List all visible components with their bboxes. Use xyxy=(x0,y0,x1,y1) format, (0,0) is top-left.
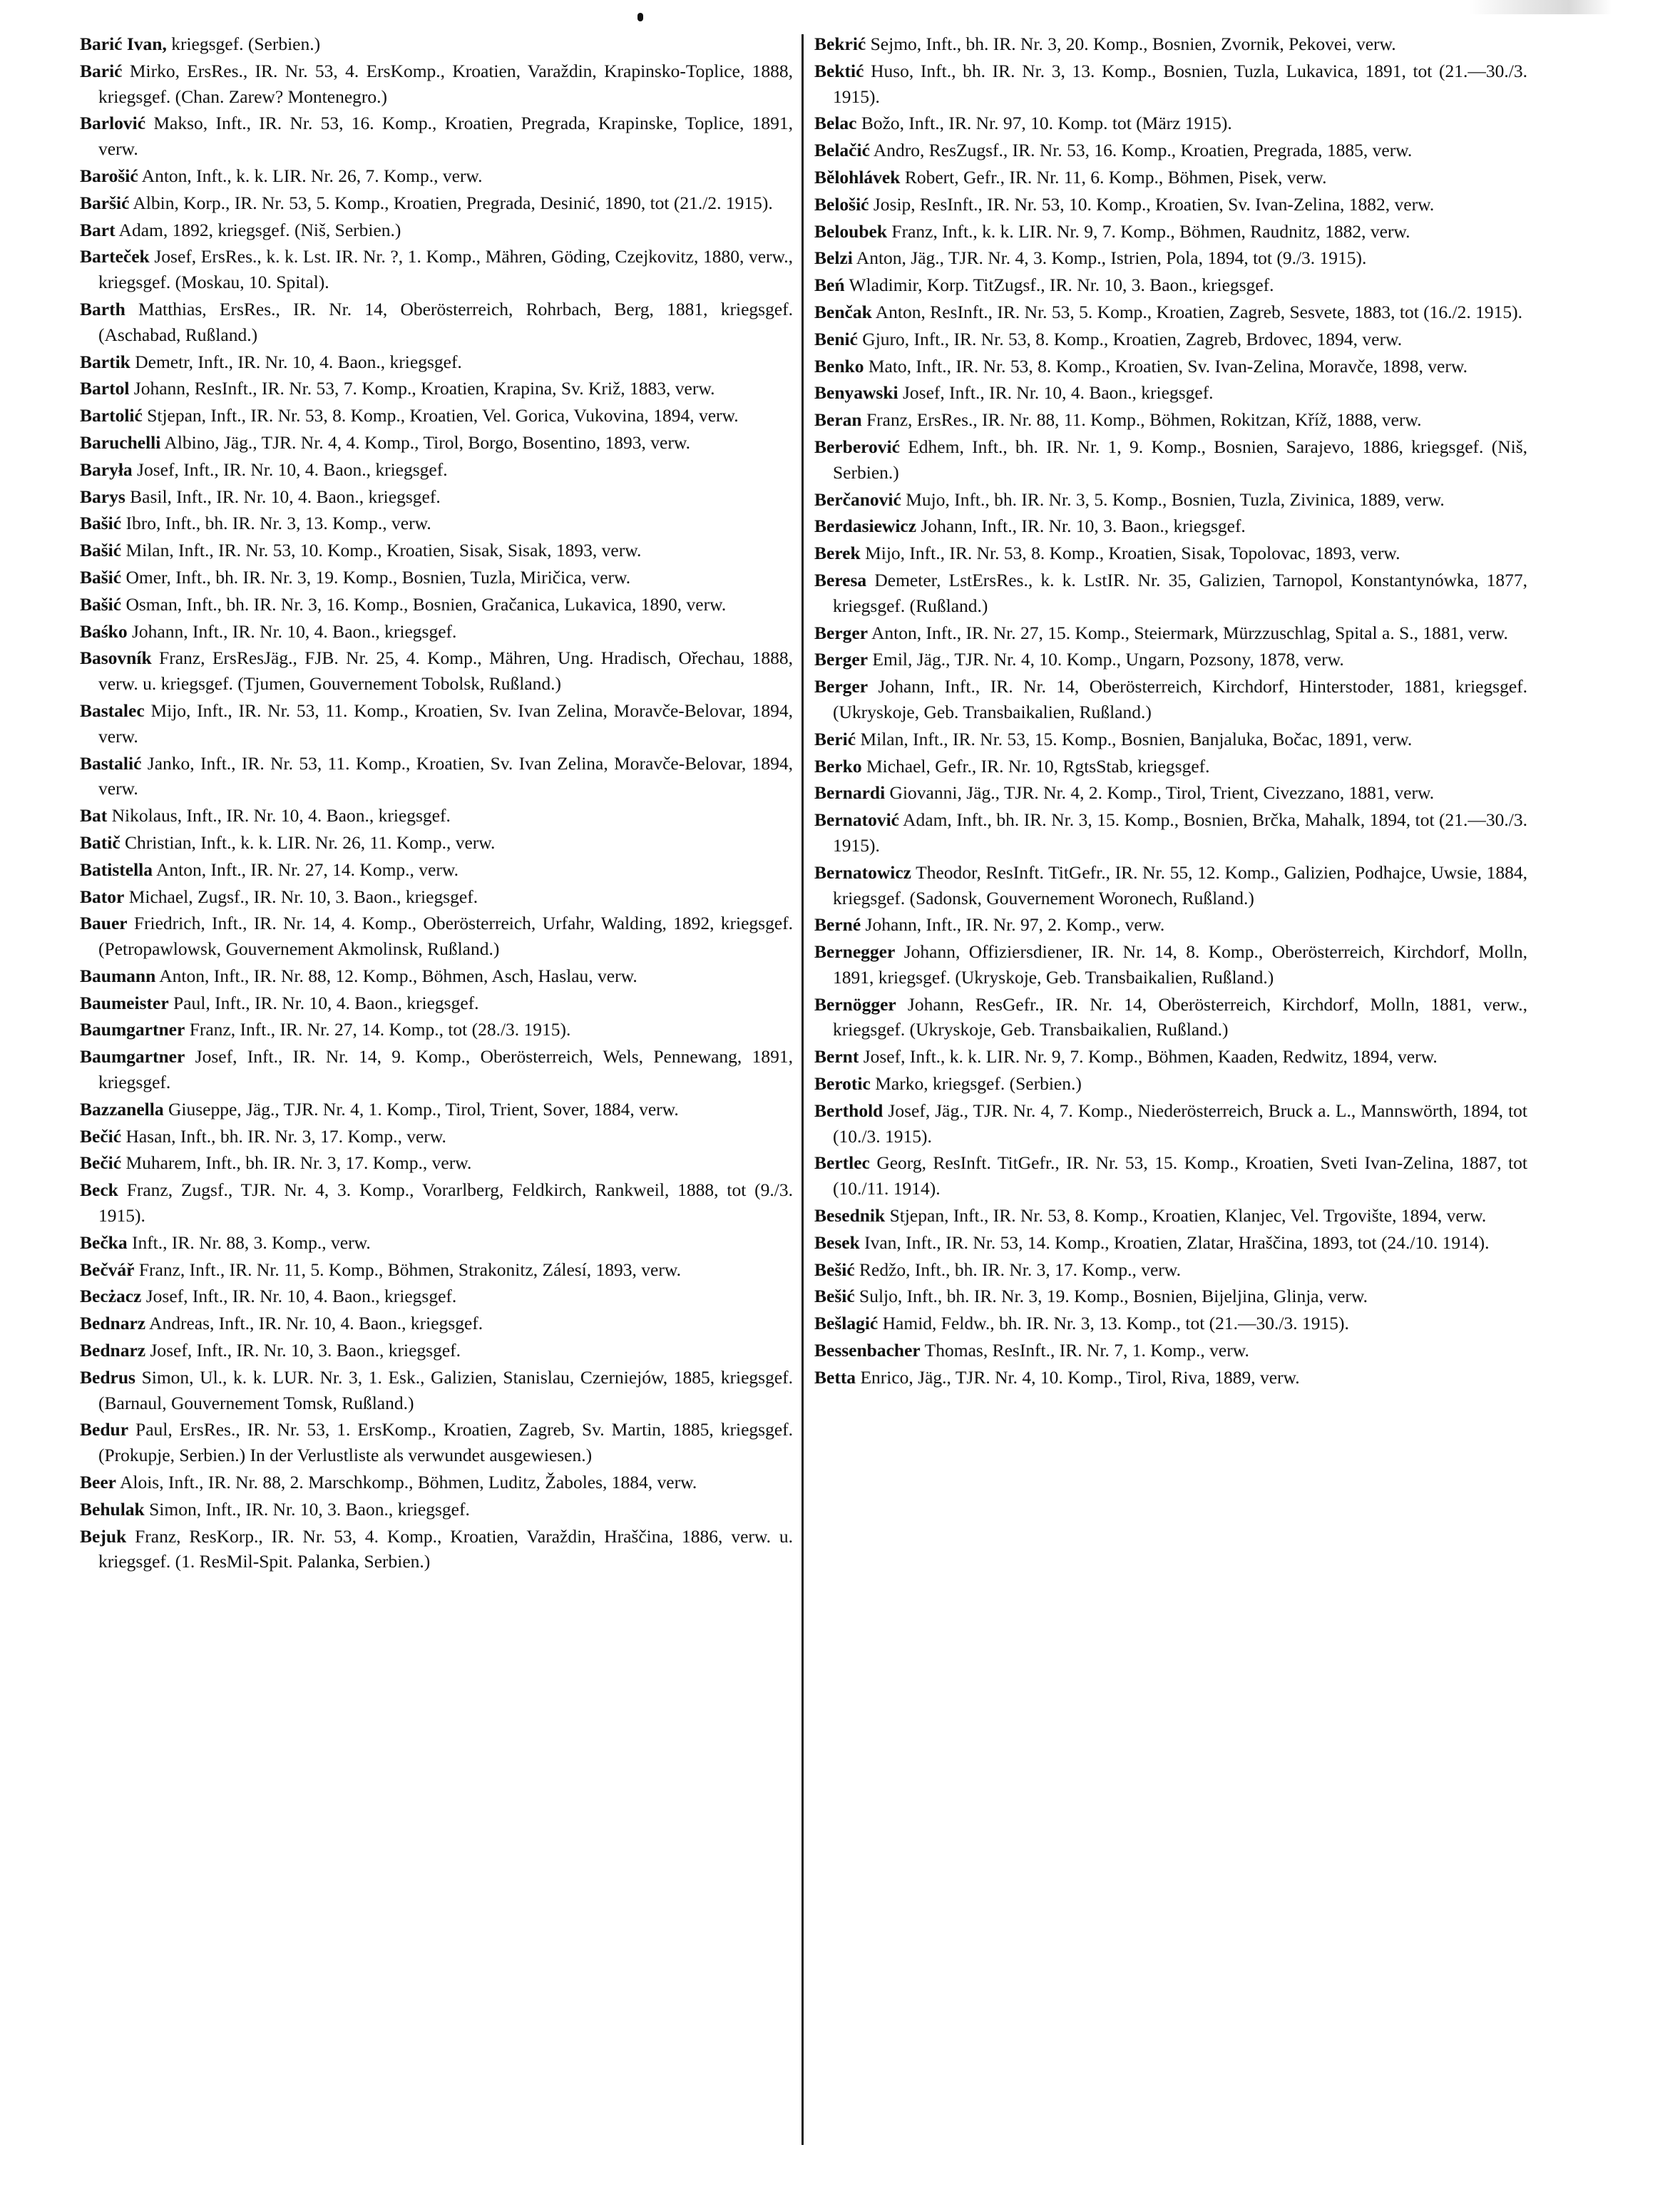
entry-surname: Berger xyxy=(814,649,869,670)
list-entry xyxy=(80,1097,793,1122)
entry-details: Božo, Inft., IR. Nr. 97, 10. Komp. tot (März 1915). xyxy=(861,113,1232,134)
entry-details: Friedrich, Inft., IR. Nr. 14, 4. Komp., Oberösterreich, Urfahr, Walding, 1892, kriegsgef. (Petropawlowsk, Gouvernement Akmolinsk, Rußland.) xyxy=(98,913,794,960)
list-entry xyxy=(814,727,1527,752)
entry-details: Giovanni, Jäg., TJR. Nr. 4, 2. Komp., Tirol, Trient, Civezzano, 1881, verw. xyxy=(889,782,1435,804)
entry-details: Josef, Inft., k. k. LIR. Nr. 9, 7. Komp., Böhmen, Kaaden, Redwitz, 1894, verw. xyxy=(863,1046,1438,1067)
list-entry xyxy=(80,244,793,295)
entry-surname: Baruchelli xyxy=(80,431,161,453)
entry-surname: Bernögger xyxy=(814,993,896,1015)
entry-surname: Barys xyxy=(80,486,126,507)
list-entry xyxy=(814,1150,1527,1202)
entry-details: Enrico, Jäg., TJR. Nr. 4, 10. Komp., Tirol, Riva, 1889, verw. xyxy=(860,1366,1300,1388)
entry-details: Mujo, Inft., bh. IR. Nr. 3, 5. Komp., Bosnien, Tuzla, Zivinica, 1889, verw. xyxy=(906,488,1445,510)
entry-details: Josip, ResInft., IR. Nr. 53, 10. Komp., Kroatien, Sv. Ivan-Zelina, 1882, verw. xyxy=(873,193,1435,215)
entry-details: Alois, Inft., IR. Nr. 88, 2. Marschkomp., Böhmen, Luditz, Žaboles, 1884, verw. xyxy=(119,1472,697,1493)
entry-surname: Benko xyxy=(814,355,864,377)
entry-details: Redžo, Inft., bh. IR. Nr. 3, 17. Komp., verw. xyxy=(859,1259,1181,1280)
entry-surname: Barlović xyxy=(80,113,146,134)
list-entry xyxy=(80,31,793,57)
list-entry xyxy=(814,299,1527,325)
list-entry xyxy=(80,163,793,189)
list-entry xyxy=(814,219,1527,245)
list-entry xyxy=(80,1497,793,1522)
list-entry xyxy=(80,538,793,563)
entry-surname: Berko xyxy=(814,755,862,777)
entry-surname: Berotic xyxy=(814,1073,871,1095)
list-entry xyxy=(814,165,1527,190)
entry-details: Basil, Inft., IR. Nr. 10, 4. Baon., kriegsgef. xyxy=(130,486,441,507)
list-entry xyxy=(80,830,793,856)
entry-surname: Beer xyxy=(80,1472,116,1493)
entry-surname: Berger xyxy=(814,622,869,643)
list-entry xyxy=(814,1203,1527,1229)
entry-details: Franz, ResKorp., IR. Nr. 53, 4. Komp., Kroatien, Varaždin, Hraščina, 1886, verw. u. kriegsgef. (1. ResMil-Spit. Palanka, Serbien.) xyxy=(98,1525,794,1572)
entry-surname: Bešić xyxy=(814,1259,855,1280)
entry-details: Makso, Inft., IR. Nr. 53, 16. Komp., Kroatien, Pregrada, Krapinske, Toplice, 1891, verw. xyxy=(98,113,794,160)
entry-details: Paul, Inft., IR. Nr. 10, 4. Baon., kriegsgef. xyxy=(173,992,479,1013)
entry-surname: Berger xyxy=(814,676,869,697)
list-entry xyxy=(80,430,793,456)
entry-surname: Berčanović xyxy=(814,488,901,510)
entry-surname: Belac xyxy=(814,113,857,134)
list-entry xyxy=(80,349,793,375)
entry-surname: Besednik xyxy=(814,1205,886,1227)
entry-surname: Beran xyxy=(814,409,862,431)
entry-surname: Bektić xyxy=(814,60,864,81)
entry-surname: Bašić xyxy=(80,593,122,615)
entry-details: Johann, Inft., IR. Nr. 97, 2. Komp., verw. xyxy=(865,914,1165,936)
entry-details: Demeter, LstErsRes., k. k. LstIR. Nr. 35, Galizien, Tarnopol, Konstantynówka, 1877, kriegsgef. (Rußland.) xyxy=(833,569,1527,616)
list-entry xyxy=(80,484,793,510)
entry-details: Marko, kriegsgef. (Serbien.) xyxy=(875,1073,1082,1095)
entry-surname: Bart xyxy=(80,219,116,240)
entry-details: Giuseppe, Jäg., TJR. Nr. 4, 1. Komp., Tirol, Trient, Sover, 1884, verw. xyxy=(168,1098,679,1120)
list-entry xyxy=(814,272,1527,298)
entry-surname: Benčak xyxy=(814,301,872,322)
entry-surname: Bedrus xyxy=(80,1366,135,1388)
list-entry xyxy=(814,1257,1527,1283)
entry-surname: Baumgartner xyxy=(80,1019,185,1040)
entry-details: Demetr, Inft., IR. Nr. 10, 4. Baon., kriegsgef. xyxy=(135,351,462,372)
list-entry xyxy=(80,1124,793,1149)
entry-details: Josef, Inft., IR. Nr. 10, 4. Baon., kriegsgef. xyxy=(137,459,448,480)
entry-surname: Betta xyxy=(814,1366,856,1388)
entry-surname: Basovník xyxy=(80,647,152,669)
entry-details: Josef, Inft., IR. Nr. 10, 4. Baon., kriegsgef. xyxy=(903,382,1214,404)
entry-surname: Bastalić xyxy=(80,752,142,774)
entry-details: kriegsgef. (Serbien.) xyxy=(171,34,321,54)
list-entry xyxy=(814,1365,1527,1391)
list-entry xyxy=(814,807,1527,859)
entry-surname: Belošić xyxy=(814,193,869,215)
entry-details: Franz, Inft., k. k. LIR. Nr. 9, 7. Komp., Böhmen, Raudnitz, 1882, verw. xyxy=(891,220,1410,242)
entry-surname: Becżacz xyxy=(80,1286,142,1307)
entry-details: Janko, Inft., IR. Nr. 53, 11. Komp., Kroatien, Sv. Ivan Zelina, Moravče-Belovar, 1894, verw. xyxy=(98,752,793,799)
entry-details: Simon, Inft., IR. Nr. 10, 3. Baon., kriegsgef. xyxy=(149,1498,470,1520)
entry-details: Johann, Inft., IR. Nr. 10, 3. Baon., kriegsgef. xyxy=(921,516,1246,537)
entry-surname: Berthold xyxy=(814,1100,883,1121)
list-entry xyxy=(80,457,793,483)
list-entry xyxy=(80,1470,793,1495)
entry-surname: Benić xyxy=(814,328,858,349)
list-entry xyxy=(80,645,793,697)
entry-details: Hamid, Feldw., bh. IR. Nr. 3, 13. Komp., tot (21.—30./3. 1915). xyxy=(882,1313,1349,1334)
entry-details: Josef, Inft., IR. Nr. 10, 4. Baon., kriegsgef. xyxy=(145,1286,457,1307)
entry-surname: Barteček xyxy=(80,246,150,267)
entry-surname: Beck xyxy=(80,1179,118,1201)
entry-details: Albino, Jäg., TJR. Nr. 4, 4. Komp., Tirol, Borgo, Bosentino, 1893, verw. xyxy=(164,431,690,453)
entry-details: Muharem, Inft., bh. IR. Nr. 3, 17. Komp., verw. xyxy=(126,1152,472,1174)
entry-surname: Baumeister xyxy=(80,992,169,1013)
right-column xyxy=(814,31,1527,1392)
entry-details: Omer, Inft., bh. IR. Nr. 3, 19. Komp., Bosnien, Tuzla, Miričica, verw. xyxy=(126,566,631,588)
list-entry xyxy=(80,1417,793,1468)
entry-surname: Bašić xyxy=(80,513,122,534)
entry-details: Mijo, Inft., IR. Nr. 53, 11. Komp., Kroatien, Sv. Ivan Zelina, Moravče-Belovar, 1894, verw. xyxy=(98,700,793,747)
list-entry xyxy=(814,245,1527,271)
list-entry xyxy=(814,138,1527,163)
list-entry xyxy=(80,803,793,829)
entry-details: Osman, Inft., bh. IR. Nr. 3, 16. Komp., Bosnien, Gračanica, Lukavica, 1890, verw. xyxy=(126,593,727,615)
entry-surname: Batič xyxy=(80,831,121,853)
entry-details: Gjuro, Inft., IR. Nr. 53, 8. Komp., Kroatien, Zagreb, Brdovec, 1894, verw. xyxy=(862,328,1403,349)
list-entry xyxy=(80,1017,793,1043)
list-entry xyxy=(80,403,793,429)
entry-details: Franz, ErsResJäg., FJB. Nr. 25, 4. Komp., Mähren, Ung. Hradisch, Ořechau, 1888, verw. u. kriegsgef. (Tjumen, Gouvernement Tobolsk, Rußland.) xyxy=(98,647,794,695)
entry-details: Anton, Jäg., TJR. Nr. 4, 3. Komp., Istrien, Pola, 1894, tot (9./3. 1915). xyxy=(856,247,1367,269)
entry-details: Josef, Inft., IR. Nr. 10, 3. Baon., kriegsgef. xyxy=(150,1340,461,1361)
entry-details: Anton, Inft., IR. Nr. 88, 12. Komp., Böhmen, Asch, Haslau, verw. xyxy=(159,965,637,986)
entry-surname: Bečvář xyxy=(80,1259,135,1280)
entry-surname: Berdasiewicz xyxy=(814,516,917,537)
entry-surname: Bernt xyxy=(814,1046,859,1067)
entry-surname: Baršić xyxy=(80,192,130,213)
entry-details: Mato, Inft., IR. Nr. 53, 8. Komp., Kroatien, Sv. Ivan-Zelina, Moravče, 1898, verw. xyxy=(868,355,1468,377)
entry-surname: Bazzanella xyxy=(80,1098,164,1120)
entry-surname: Bauer xyxy=(80,913,128,934)
entry-surname: Bat xyxy=(80,805,108,826)
entry-surname: Bertlec xyxy=(814,1152,870,1174)
entry-surname: Bartik xyxy=(80,351,130,372)
entry-details: Josef, Inft., IR. Nr. 14, 9. Komp., Oberösterreich, Wels, Pennewang, 1891, kriegsgef. xyxy=(98,1046,794,1093)
entry-details: Anton, ResInft., IR. Nr. 53, 5. Komp., Kroatien, Zagreb, Sesvete, 1883, tot (16./2. 1915). xyxy=(875,301,1522,322)
entry-details: Suljo, Inft., bh. IR. Nr. 3, 19. Komp., Bosnien, Bijeljina, Glinja, verw. xyxy=(859,1286,1368,1307)
list-entry xyxy=(80,698,793,749)
list-entry xyxy=(80,1150,793,1176)
list-entry xyxy=(80,217,793,243)
entry-details: Inft., IR. Nr. 88, 3. Komp., verw. xyxy=(131,1231,371,1253)
entry-surname: Barošić xyxy=(80,165,138,186)
entry-surname: Bednarz xyxy=(80,1340,146,1361)
list-entry xyxy=(814,860,1527,911)
list-entry xyxy=(814,327,1527,352)
list-entry xyxy=(814,354,1527,379)
list-entry xyxy=(80,111,793,162)
list-entry xyxy=(80,297,793,348)
list-entry xyxy=(80,990,793,1016)
entry-details: Emil, Jäg., TJR. Nr. 4, 10. Komp., Ungarn, Pozsony, 1878, verw. xyxy=(872,649,1344,670)
entry-surname: Bartol xyxy=(80,378,130,399)
entry-surname: Bašić xyxy=(80,566,122,588)
entry-details: Anton, Inft., IR. Nr. 27, 14. Komp., verw. xyxy=(155,859,459,880)
list-entry xyxy=(814,513,1527,539)
entry-details: Michael, Gefr., IR. Nr. 10, RgtsStab, kriegsgef. xyxy=(866,755,1210,777)
entry-details: Adam, Inft., bh. IR. Nr. 3, 15. Komp., Bosnien, Brčka, Mahalk, 1894, tot (21.—30./3. 1915). xyxy=(833,809,1528,856)
list-entry xyxy=(814,487,1527,513)
list-entry xyxy=(814,754,1527,779)
list-entry xyxy=(80,1524,793,1575)
entry-surname: Bešić xyxy=(814,1286,855,1307)
entry-surname: Bednarz xyxy=(80,1313,146,1334)
entry-details: Andreas, Inft., IR. Nr. 10, 4. Baon., kriegsgef. xyxy=(149,1313,483,1334)
entry-details: Mijo, Inft., IR. Nr. 53, 8. Komp., Kroatien, Sisak, Topolovac, 1893, verw. xyxy=(865,543,1400,564)
entry-surname: Barić xyxy=(80,60,123,81)
list-entry xyxy=(814,1071,1527,1097)
entry-details: Anton, Inft., IR. Nr. 27, 15. Komp., Steiermark, Mürzzuschlag, Spital a. S., 1881, verw. xyxy=(871,622,1508,643)
entry-details: Johann, Inft., IR. Nr. 10, 4. Baon., kriegsgef. xyxy=(132,620,457,642)
list-entry xyxy=(814,620,1527,646)
entry-details: Andro, ResZugsf., IR. Nr. 53, 16. Komp., Kroatien, Pregrada, 1885, verw. xyxy=(873,140,1413,161)
entry-details: Christian, Inft., k. k. LIR. Nr. 26, 11. Komp., verw. xyxy=(125,831,496,853)
entry-details: Adam, 1892, kriegsgef. (Niš, Serbien.) xyxy=(118,219,401,240)
entry-surname: Bator xyxy=(80,886,125,907)
list-entry xyxy=(814,58,1527,110)
entry-details: Anton, Inft., k. k. LIR. Nr. 26, 7. Komp., verw. xyxy=(141,165,483,186)
entry-surname: Baryła xyxy=(80,459,133,480)
entry-surname: Beń xyxy=(814,275,845,296)
entry-surname: Bašić xyxy=(80,540,122,561)
entry-details: Josef, ErsRes., k. k. Lst. IR. Nr. ?, 1. Komp., Mähren, Göding, Czejkovitz, 1880, verw., kriegsgef. (Moskau, 10. Spital). xyxy=(98,246,794,293)
list-entry xyxy=(814,111,1527,136)
entry-details: Hasan, Inft., bh. IR. Nr. 3, 17. Komp., verw. xyxy=(126,1125,446,1147)
entry-details: Johann, Inft., IR. Nr. 14, Oberösterreich, Kirchdorf, Hinterstoder, 1881, kriegsgef. (Ukryskoje, Geb. Transbaikalien, Rußland.) xyxy=(833,676,1528,722)
entry-details: Sejmo, Inft., bh. IR. Nr. 3, 20. Komp., Bosnien, Zvornik, Pekovei, verw. xyxy=(870,34,1396,54)
list-entry xyxy=(814,912,1527,938)
entry-details: Georg, ResInft. TitGefr., IR. Nr. 53, 15. Komp., Kroatien, Sveti Ivan-Zelina, 1887, tot (10./11. 1914). xyxy=(833,1152,1527,1199)
entry-details: Paul, ErsRes., IR. Nr. 53, 1. ErsKomp., Kroatien, Zagreb, Sv. Martin, 1885, kriegsgef. (Prokupje, Serbien.) In der Verlustliste als verwundet ausgewiesen.) xyxy=(98,1419,794,1466)
list-entry xyxy=(80,911,793,962)
column-divider xyxy=(801,34,804,2145)
entry-details: Stjepan, Inft., IR. Nr. 53, 8. Komp., Kroatien, Klanjec, Vel. Trgovište, 1894, verw. xyxy=(889,1205,1487,1227)
entry-details: Stjepan, Inft., IR. Nr. 53, 8. Komp., Kroatien, Vel. Gorica, Vukovina, 1894, verw. xyxy=(147,405,739,426)
list-entry xyxy=(80,1284,793,1309)
entry-surname: Barth xyxy=(80,298,126,319)
list-entry xyxy=(814,1044,1527,1070)
list-entry xyxy=(814,568,1527,619)
entry-surname: Bartolić xyxy=(80,405,143,426)
entry-surname: Beresa xyxy=(814,569,867,590)
entry-details: Franz, Zugsf., TJR. Nr. 4, 3. Komp., Vorarlberg, Feldkirch, Rankweil, 1888, tot (9./3. 1915). xyxy=(98,1179,793,1227)
entry-surname: Baśko xyxy=(80,620,128,642)
list-entry xyxy=(80,1044,793,1095)
list-entry xyxy=(80,376,793,401)
entry-details: Albin, Korp., IR. Nr. 53, 5. Komp., Kroatien, Pregrada, Desinić, 1890, tot (21./2. 1915). xyxy=(133,192,773,213)
list-entry xyxy=(814,1284,1527,1309)
list-entry xyxy=(80,58,793,110)
entry-surname: Bernegger xyxy=(814,941,896,963)
entry-surname: Batistella xyxy=(80,859,153,880)
entry-details: Huso, Inft., bh. IR. Nr. 3, 13. Komp., Bosnien, Tuzla, Lukavica, 1891, tot (21.—30./3. 1915). xyxy=(833,60,1527,107)
entry-details: Nikolaus, Inft., IR. Nr. 10, 4. Baon., kriegsgef. xyxy=(111,805,451,826)
list-entry xyxy=(814,380,1527,406)
entry-details: Michael, Zugsf., IR. Nr. 10, 3. Baon., kriegsgef. xyxy=(128,886,478,907)
entry-surname: Baumann xyxy=(80,965,156,986)
list-entry xyxy=(814,407,1527,433)
list-entry xyxy=(80,1311,793,1336)
entry-surname: Benyawski xyxy=(814,382,898,404)
entry-surname: Behulak xyxy=(80,1498,145,1520)
entry-details: Franz, Inft., IR. Nr. 11, 5. Komp., Böhmen, Strakonitz, Zálesí, 1893, verw. xyxy=(138,1259,682,1280)
list-entry xyxy=(814,541,1527,566)
entry-surname: Beloubek xyxy=(814,220,888,242)
top-print-mark xyxy=(637,13,643,21)
entry-details: Robert, Gefr., IR. Nr. 11, 6. Komp., Böhmen, Pisek, verw. xyxy=(904,166,1327,188)
list-entry xyxy=(80,751,793,802)
list-entry xyxy=(814,780,1527,806)
list-entry xyxy=(80,1230,793,1256)
entry-details: Josef, Jäg., TJR. Nr. 4, 7. Komp., Niederösterreich, Bruck a. L., Mannswörth, 1894, tot (10./3. 1915). xyxy=(833,1100,1527,1147)
entry-surname: Bělohlávek xyxy=(814,166,901,188)
entry-surname: Bernardi xyxy=(814,782,886,804)
list-entry xyxy=(814,192,1527,217)
entry-surname: Bessenbacher xyxy=(814,1340,921,1361)
entry-surname: Bejuk xyxy=(80,1525,127,1547)
list-entry xyxy=(80,1177,793,1229)
entry-surname: Belačić xyxy=(814,140,870,161)
entry-details: Thomas, ResInft., IR. Nr. 7, 1. Komp., verw. xyxy=(924,1340,1249,1361)
entry-details: Mirko, ErsRes., IR. Nr. 53, 4. ErsKomp., Kroatien, Varaždin, Krapinsko-Toplice, 1888, kriegsgef. (Chan. Zarew? Montenegro.) xyxy=(98,60,794,107)
list-entry xyxy=(814,1230,1527,1256)
list-entry xyxy=(814,1338,1527,1363)
entry-surname: Bešlagić xyxy=(814,1313,879,1334)
entry-details: Franz, Inft., IR. Nr. 27, 14. Komp., tot (28./3. 1915). xyxy=(189,1019,571,1040)
entry-surname: Bernatović xyxy=(814,809,899,831)
list-entry xyxy=(80,857,793,883)
list-entry xyxy=(814,1098,1527,1149)
list-entry xyxy=(80,963,793,989)
list-entry xyxy=(80,592,793,618)
entry-details: Milan, Inft., IR. Nr. 53, 10. Komp., Kroatien, Sisak, Sisak, 1893, verw. xyxy=(126,540,642,561)
list-entry xyxy=(80,511,793,536)
entry-details: Edhem, Inft., bh. IR. Nr. 1, 9. Komp., Bosnien, Sarajevo, 1886, kriegsgef. (Niš, Serbien.) xyxy=(833,436,1528,483)
entry-details: Johann, ResGefr., IR. Nr. 14, Oberösterreich, Kirchdorf, Molln, 1881, verw., kriegsgef. (Ukryskoje, Geb. Transbaikalien, Rußland.) xyxy=(833,993,1528,1040)
entry-surname: Belzi xyxy=(814,247,853,269)
entry-details: Wladimir, Korp. TitZugsf., IR. Nr. 10, 3. Baon., kriegsgef. xyxy=(849,275,1274,296)
list-entry xyxy=(814,992,1527,1043)
entry-details: Franz, ErsRes., IR. Nr. 88, 11. Komp., Böhmen, Rokitzan, Kříž, 1888, verw. xyxy=(866,409,1422,431)
entry-surname: Bečić xyxy=(80,1125,122,1147)
entry-details: Johann, ResInft., IR. Nr. 53, 7. Komp., Kroatien, Krapina, Sv. Križ, 1883, verw. xyxy=(133,378,715,399)
entry-surname: Bastalec xyxy=(80,700,145,721)
entry-surname: Bečka xyxy=(80,1231,128,1253)
entry-surname: Berné xyxy=(814,914,861,936)
list-entry xyxy=(80,190,793,216)
list-entry xyxy=(814,939,1527,990)
entry-details: Milan, Inft., IR. Nr. 53, 15. Komp., Bosnien, Banjaluka, Bočac, 1891, verw. xyxy=(860,728,1413,749)
corner-scan-smudge xyxy=(1469,0,1612,14)
entry-surname: Barić Ivan, xyxy=(80,34,167,54)
list-entry xyxy=(814,647,1527,672)
list-entry xyxy=(80,1257,793,1283)
entry-details: Ibro, Inft., bh. IR. Nr. 3, 13. Komp., verw. xyxy=(126,513,431,534)
entry-surname: Berić xyxy=(814,728,856,749)
list-entry xyxy=(80,619,793,645)
list-entry xyxy=(80,565,793,590)
entry-surname: Berberović xyxy=(814,436,900,457)
list-entry xyxy=(814,674,1527,725)
entry-surname: Bernatowicz xyxy=(814,861,911,883)
left-column xyxy=(80,31,793,1576)
list-entry xyxy=(814,1311,1527,1336)
entry-details: Johann, Offiziersdiener, IR. Nr. 14, 8. Komp., Oberösterreich, Kirchdorf, Molln, 1891, kriegsgef. (Ukryskoje, Geb. Transbaikalien, Rußland.) xyxy=(833,941,1528,988)
entry-surname: Bedur xyxy=(80,1419,129,1440)
entry-details: Ivan, Inft., IR. Nr. 53, 14. Komp., Kroatien, Zlatar, Hraščina, 1893, tot (24./10. 1914). xyxy=(864,1231,1490,1253)
entry-surname: Besek xyxy=(814,1231,860,1253)
list-entry xyxy=(80,884,793,910)
entry-details: Simon, Ul., k. k. LUR. Nr. 3, 1. Esk., Galizien, Stanislau, Czerniejów, 1885, kriegsgef. (Barnaul, Gouvernement Tomsk, Rußland.) xyxy=(98,1366,794,1413)
list-entry xyxy=(80,1338,793,1363)
entry-details: Theodor, ResInft. TitGefr., IR. Nr. 55, 12. Komp., Galizien, Podhajce, Uwsie, 1884, kriegsgef. (Sadonsk, Gouvernement Woronech, Rußland.) xyxy=(833,861,1527,908)
entry-surname: Bečić xyxy=(80,1152,122,1174)
entry-surname: Berek xyxy=(814,543,861,564)
entry-details: Matthias, ErsRes., IR. Nr. 14, Oberösterreich, Rohrbach, Berg, 1881, kriegsgef. (Aschabad, Rußland.) xyxy=(98,298,794,345)
entry-surname: Bekrić xyxy=(814,34,866,54)
list-entry xyxy=(814,434,1527,486)
list-entry xyxy=(814,31,1527,57)
list-entry xyxy=(80,1365,793,1416)
entry-surname: Baumgartner xyxy=(80,1046,185,1067)
